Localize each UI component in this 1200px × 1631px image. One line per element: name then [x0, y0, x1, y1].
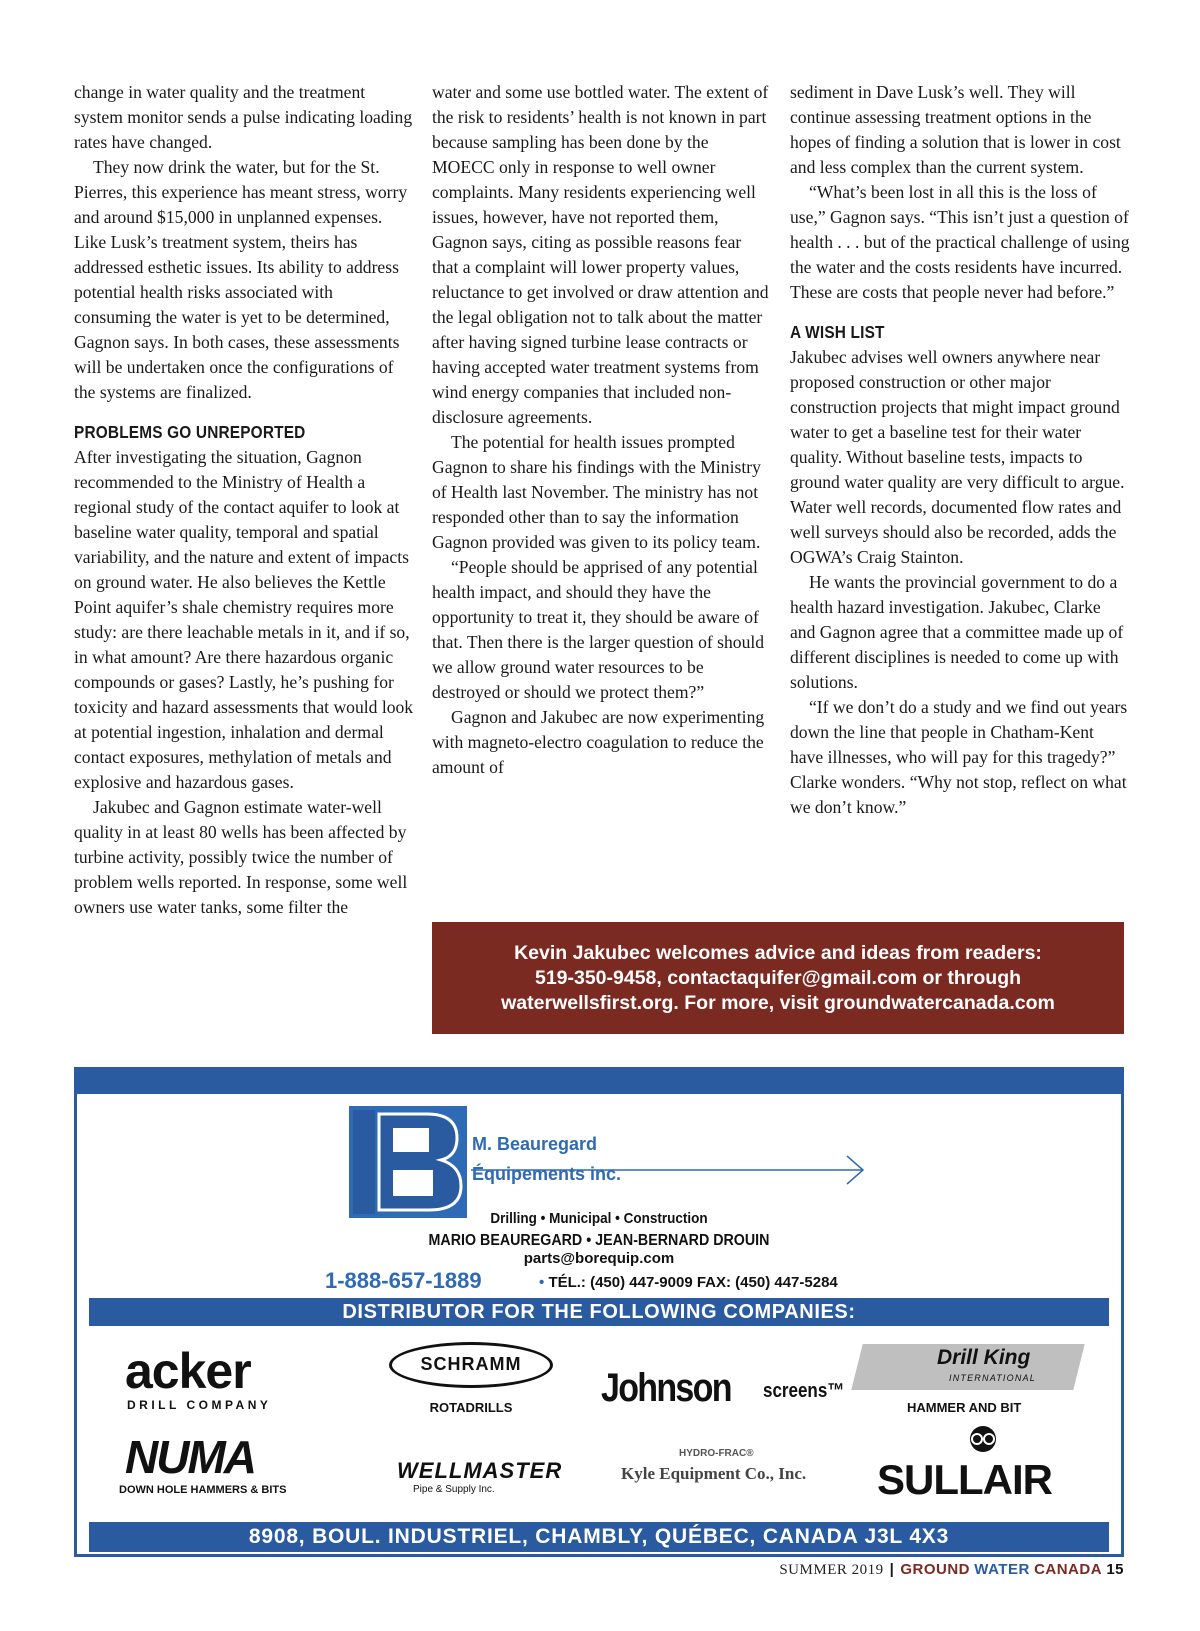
- johnson-logo-sub: screens™: [763, 1380, 845, 1402]
- article-column-3: [790, 80, 1130, 820]
- kyle-logo-top: HYDRO-FRAC®: [679, 1448, 754, 1459]
- numa-logo: NUMA: [125, 1431, 255, 1483]
- paragraph: They now drink the water, but for the St. Pierres, this experience has meant stress, worry and around $15,000 in unplanned expenses. Like Lusk’s treatment system, theirs has addressed esthetic issues. Its ability to address potential health risks associated with consuming the water is yet to be determined, Gagnon says. In both cases, these assessments will be undertaken once the configurations of the systems are finalized.: [74, 157, 408, 402]
- paragraph: Jakubec advises well owners anywhere near proposed construction or other major construction projects that might impact ground water to get a baseline test for their water quality. Without baseline tests, impacts to ground water quality are very difficult to argue. Water well records, documented flow rates and well surveys should also be recorded, adds the OGWA’s Craig Stainton.: [790, 347, 1125, 567]
- drillking-caption: HAMMER AND BIT: [907, 1400, 1022, 1415]
- reader-callout-box: [432, 922, 1124, 1034]
- paragraph: Gagnon and Jakubec are now experimenting with magneto-electro coagulation to reduce the amount of: [432, 707, 765, 777]
- johnson-logo: Johnson: [601, 1366, 731, 1410]
- drillking-logo-sub: INTERNATIONAL: [949, 1373, 1036, 1383]
- section-heading-a-wish-list: A WISH LIST: [790, 322, 885, 342]
- ad-top-bar: [77, 1070, 1121, 1094]
- numa-logo-sub: DOWN HOLE HAMMERS & BITS: [119, 1484, 287, 1496]
- kyle-logo: Kyle Equipment Co., Inc.: [621, 1464, 807, 1483]
- page-footer: [779, 1561, 1124, 1579]
- paragraph: sediment in Dave Lusk’s well. They will continue assessing treatment options in the hopes of finding a solution that is lower in cost and less complex than the current system.: [790, 82, 1121, 177]
- magazine-name-part: GROUND: [900, 1561, 970, 1578]
- brand-name: M. Beauregard: [472, 1134, 598, 1154]
- paragraph: water and some use bottled water. The extent of the risk to residents’ health is not known in part because sampling has been done by the MOECC only in response to well owner complaints. Many residents experiencing well issues, however, have not reported them, Gagnon says, citing as possible reasons fear that a complaint will lower property values, reluctance to get involved or draw attention and the legal obligation not to talk about the matter after having signed turbine lease contracts or having accepted water treatment systems from wind energy companies that included non-disclosure agreements.: [432, 82, 769, 427]
- beauregard-advertisement: [74, 1067, 1124, 1557]
- tel-fax-text: TÉL.: (450) 447-9009 FAX: (450) 447-5284: [548, 1274, 838, 1291]
- sullair-emblem-icon: [961, 1424, 1005, 1454]
- brand-subname: Équipements inc.: [472, 1164, 622, 1184]
- callout-line: waterwellsfirst.org. For more, visit groundwatercanada.com: [501, 991, 1055, 1014]
- wellmaster-logo: WELLMASTER: [397, 1458, 563, 1483]
- page-number: 15: [1106, 1561, 1124, 1578]
- acker-logo-sub: DRILL COMPANY: [127, 1398, 272, 1412]
- sullair-logo: SULLAIR: [877, 1456, 1052, 1503]
- contact-email: parts@borequip.com: [523, 1250, 675, 1267]
- callout-line: 519-350-9458, contactaquifer@gmail.com or through: [534, 966, 1022, 989]
- section-heading-problems-go-unreported: PROBLEMS GO UNREPORTED: [74, 422, 306, 442]
- acker-logo: acker: [125, 1343, 251, 1399]
- drillking-logo: Drill King: [937, 1346, 1031, 1369]
- paragraph: “People should be apprised of any potential health impact, and should they have the opportunity to treat it, they should be aware of that. Then there is the larger question of should we allow ground water resources to be destroyed or should we protect them?”: [432, 557, 765, 702]
- schramm-logo: SCHRAMM: [420, 1354, 522, 1374]
- paragraph: “If we don’t do a study and we find out years down the line that people in Chatham-Kent have illnesses, who will pay for this tragedy?” Clarke wonders. “Why not stop, reflect on what we don’t know.”: [790, 697, 1128, 817]
- footer-separator: |: [889, 1561, 895, 1578]
- callout-line: Kevin Jakubec welcomes advice and ideas from readers:: [514, 941, 1042, 964]
- paragraph: change in water quality and the treatment system monitor sends a pulse indicating loading rates have changed.: [74, 82, 413, 152]
- beauregard-b-logo-icon: [349, 1106, 467, 1218]
- paragraph: Jakubec and Gagnon estimate water-well quality in at least 80 wells has been affected by turbine activity, possibly twice the number of problem wells reported. In response, some well owners use water tanks, some filter the: [74, 797, 408, 917]
- paragraph: “What’s been lost in all this is the loss of use,” Gagnon says. “This isn’t just a question of health . . . but of the practical challenge of using the water and the costs residents have incurred. These are costs that people never had before.”: [790, 182, 1130, 302]
- tel-fax-line: • TÉL.: (450) 447-9009 FAX: (450) 447-5284: [539, 1274, 838, 1291]
- paragraph: The potential for health issues prompted Gagnon to share his findings with the Ministry of Health last November. The ministry has not responded other than to say the information Gagnon provided was given to its policy team.: [432, 432, 761, 552]
- schramm-logo-sub: ROTADRILLS: [429, 1400, 513, 1415]
- issue-label: SUMMER 2019: [779, 1562, 884, 1578]
- magazine-name-part: WATER: [974, 1561, 1030, 1578]
- services-line: Drilling • Municipal • Construction: [490, 1210, 708, 1227]
- paragraph: After investigating the situation, Gagnon recommended to the Ministry of Health a regional study of the contact aquifer to look at baseline water quality, temporal and spatial variability, and the nature and extent of impacts on ground water. He also believes the Kettle Point aquifer’s shale chemistry requires more study: are there leachable metals in it, and if so, in what amount? Are there hazardous organic compounds or gases? Lastly, he’s pushing for toxicity and hazard assessments that would look at potential ingestion, inhalation and dermal contact exposures, methylation of metals and explosive and hazardous gases.: [74, 447, 414, 792]
- wellmaster-logo-sub: Pipe & Supply Inc.: [413, 1484, 495, 1495]
- tollfree-phone: 1-888-657-1889: [325, 1268, 482, 1293]
- magazine-name-part: CANADA: [1034, 1561, 1103, 1578]
- paragraph: He wants the provincial government to do a health hazard investigation. Jakubec, Clarke and Gagnon agree that a committee made up of different disciplines is needed to come up with solutions.: [790, 572, 1124, 692]
- article-column-2: [432, 80, 772, 780]
- article-column-1: [74, 80, 414, 920]
- distributor-banner: DISTRIBUTOR FOR THE FOLLOWING COMPANIES:: [89, 1298, 1109, 1326]
- contact-names: MARIO BEAUREGARD • JEAN-BERNARD DROUIN: [428, 1232, 770, 1249]
- address-bar: 8908, BOUL. INDUSTRIEL, CHAMBLY, QUÉBEC, CANADA J3L 4X3: [89, 1522, 1109, 1552]
